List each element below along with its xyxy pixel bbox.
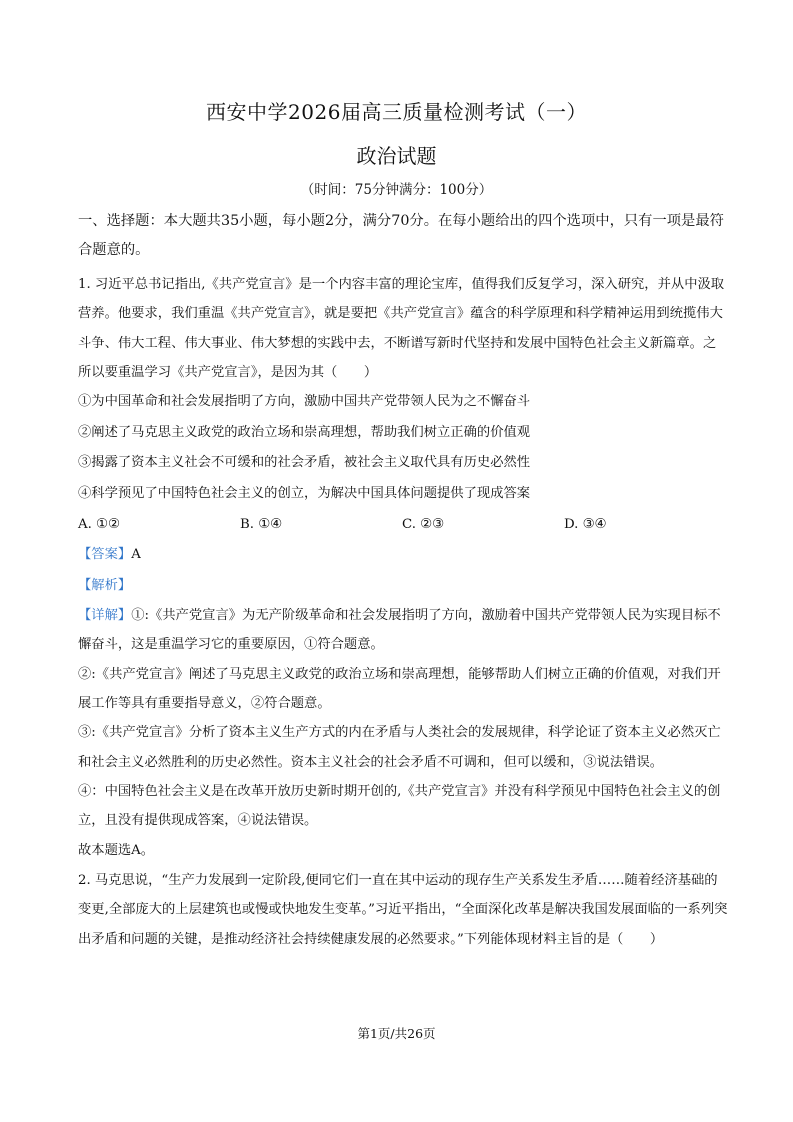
answer-value: A: [131, 547, 141, 563]
exam-time-info: （时间：75分钟满分：100分）: [300, 182, 493, 198]
answer-tag: 【答案】: [78, 547, 132, 563]
q1-detail-4: ④：中国特色社会主义是在改革开放历史新时期开创的,《共产党宣言》并没有科学预见中国特色社会主义的创立，且没有提供现成答案，④说法错误。: [78, 783, 721, 829]
q1-detail-3: ③:《共产党宣言》分析了资本主义生产方式的内在矛盾与人类社会的发展规律，科学论证了资本主义必然灭亡和社会主义必然胜利的历史必然性。资本主义社会的社会矛盾不可调和，但可以缓和，③说法错误。: [78, 725, 721, 770]
page-number: 第1页/共26页: [357, 1026, 436, 1041]
exam-subject: 政治试题: [356, 144, 437, 168]
q1-conclusion: 故本题选A。: [78, 842, 155, 858]
q1-option-4: ④科学预见了中国特色社会主义的创立，为解决中国具体问题提供了现成答案: [78, 485, 531, 501]
detail-tag: 【详解】: [78, 608, 132, 624]
q1-stem: 1. 习近平总书记指出,《共产党宣言》是一个内容丰富的理论宝库，值得我们反复学习，深入研究，并从中汲取营养。他要求，我们重温《共产党宣言》，就是要把《共产党宣言》蕴含的科学原理和科学精神运用到统揽伟大斗争、伟大工程、伟大事业、伟大梦想的实践中去，不断谱写新时代坚持和发展中国特色社会主义新篇章。之所以要重温学习《共产党宣言》，是因为其（ ）: [78, 277, 725, 380]
q1-choices: [78, 509, 728, 540]
q1-analysis: [78, 571, 728, 602]
q1-answer: [78, 540, 728, 571]
question-content: [78, 270, 728, 954]
q1-option-2: ②阐述了马克思主义政党的政治立场和崇高理想，帮助我们树立正确的价值观: [78, 424, 531, 440]
q1-detail-2: ②:《共产党宣言》阐述了马克思主义政党的政治立场和崇高理想，能够帮助人们树立正确的价值观，对我们开展工作等具有重要指导意义，②符合题意。: [78, 666, 721, 712]
q1-option-1: ①为中国革命和社会发展指明了方向，激励中国共产党带领人民为之不懈奋斗: [78, 394, 531, 410]
section-instruction: 一、选择题：本大题共35小题，每小题2分，满分70分。在每小题给出的四个选项中，只有一项是最符合题意的。: [78, 213, 724, 258]
q2-stem: 2. 马克思说，“生产力发展到一定阶段,便同它们一直在其中运动的现存生产关系发生矛盾……随着经济基础的变更,全部庞大的上层建筑也或慢或快地发生变革。”习近平指出，“全面深化改革是解决我国发展面临的一系列突出矛盾和问题的关键，是推动经济社会持续健康发展的必然要求。”下列能体现材料主旨的是（ ）: [78, 873, 728, 947]
q1-detail-1: [78, 601, 728, 660]
q1-option-3: ③揭露了资本主义社会不可缓和的社会矛盾，被社会主义取代具有历史必然性: [78, 455, 531, 471]
q1-choice-d: D. ③④: [564, 517, 607, 533]
q1-choice-b: B. ①④: [240, 517, 283, 533]
q1-choice-c: C. ②③: [402, 517, 444, 533]
detail-1-text: ①:《共产党宣言》为无产阶级革命和社会发展指明了方向，激励着中国共产党带领人民为实现目标不懈奋斗，这是重温学习它的重要原因，①符合题意。: [78, 608, 721, 653]
analysis-tag: 【解析】: [78, 577, 132, 593]
q1-choice-a: A. ①②: [78, 517, 120, 533]
exam-title: 西安中学2026届高三质量检测考试（一）: [206, 100, 587, 124]
